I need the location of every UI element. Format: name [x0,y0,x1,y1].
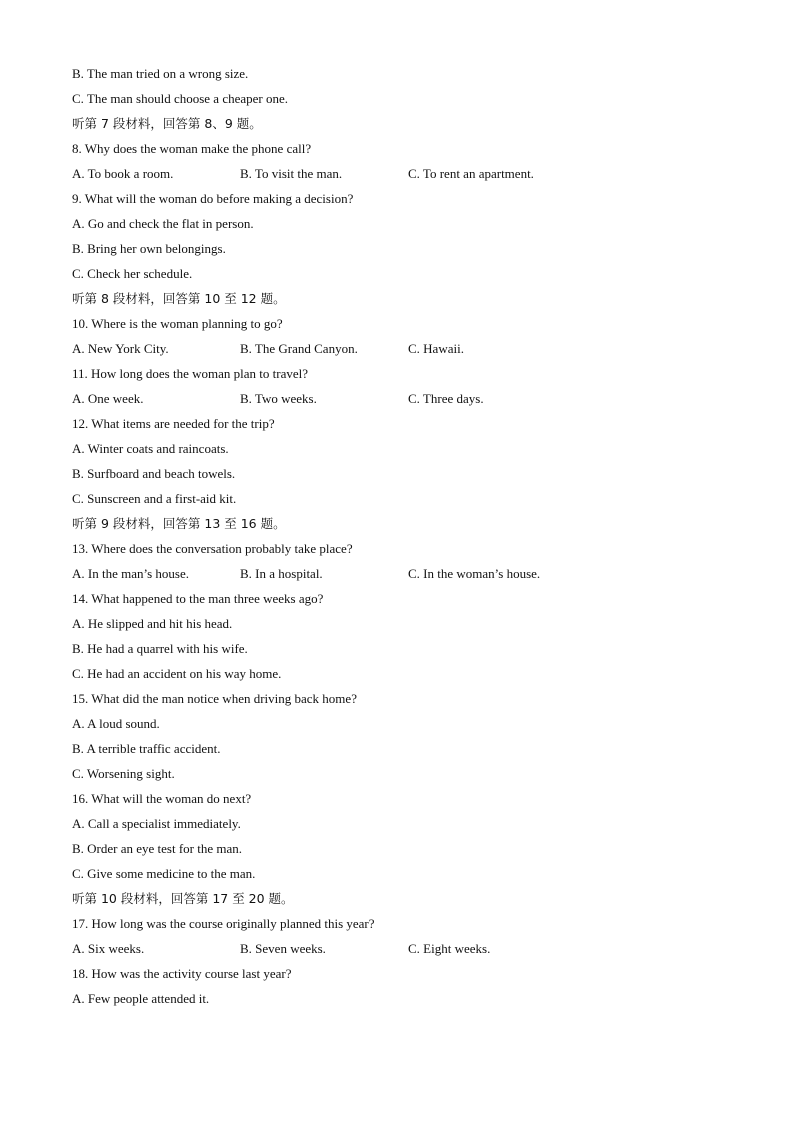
option-item: B. Seven weeks. [240,941,326,956]
option-item: C. Eight weeks. [408,941,491,956]
question-line: A. Go and check the flat in person. [72,216,254,231]
option-item: B. The Grand Canyon. [240,341,358,356]
question-line: 15. What did the man notice when driving back home? [72,691,357,706]
option-item: A. New York City. [72,341,169,356]
section-instruction: 听第 10 段材料，回答第 17 至 20 题。 [72,891,294,906]
options-row [72,336,752,361]
question-line: C. Give some medicine to the man. [72,866,256,881]
option-item: C. Three days. [408,391,484,406]
option-item: B. Two weeks. [240,391,317,406]
question-line: 8. Why does the woman make the phone call? [72,141,312,156]
question-line: 10. Where is the woman planning to go? [72,316,283,331]
question-line: A. Call a specialist immediately. [72,816,241,831]
question-line: B. He had a quarrel with his wife. [72,641,248,656]
question-line: 18. How was the activity course last year? [72,966,292,981]
question-line: C. Worsening sight. [72,766,175,781]
question-line: C. The man should choose a cheaper one. [72,91,288,106]
question-line: C. He had an accident on his way home. [72,666,282,681]
question-line: 9. What will the woman do before making a decision? [72,191,354,206]
document-page [72,61,752,1011]
question-line: B. A terrible traffic accident. [72,741,221,756]
option-item: C. To rent an apartment. [408,166,534,181]
options-row [72,936,752,961]
question-line: A. Few people attended it. [72,991,210,1006]
option-item: A. One week. [72,391,144,406]
question-line: B. Order an eye test for the man. [72,841,243,856]
option-item: C. Hawaii. [408,341,464,356]
options-row [72,161,752,186]
question-line: 13. Where does the conversation probably take place? [72,541,353,556]
option-item: A. To book a room. [72,166,174,181]
question-line: 16. What will the woman do next? [72,791,252,806]
option-item: A. In the man’s house. [72,566,189,581]
question-line: A. He slipped and hit his head. [72,616,233,631]
question-line: A. A loud sound. [72,716,160,731]
question-line: A. Winter coats and raincoats. [72,441,229,456]
question-line: 17. How long was the course originally planned this year? [72,916,375,931]
section-instruction: 听第 7 段材料，回答第 8、9 题。 [72,116,262,131]
question-line: 14. What happened to the man three weeks ago? [72,591,324,606]
question-line: B. Bring her own belongings. [72,241,226,256]
section-instruction: 听第 8 段材料，回答第 10 至 12 题。 [72,291,286,306]
option-item: C. In the woman’s house. [408,566,541,581]
section-instruction: 听第 9 段材料，回答第 13 至 16 题。 [72,516,286,531]
option-item: A. Six weeks. [72,941,145,956]
option-item: B. In a hospital. [240,566,323,581]
options-row [72,561,752,586]
question-line: B. Surfboard and beach towels. [72,466,236,481]
question-line: B. The man tried on a wrong size. [72,66,249,81]
question-line: 12. What items are needed for the trip? [72,416,275,431]
options-row [72,386,752,411]
question-line: C. Sunscreen and a first-aid kit. [72,491,237,506]
question-line: 11. How long does the woman plan to travel? [72,366,308,381]
option-item: B. To visit the man. [240,166,343,181]
question-line: C. Check her schedule. [72,266,193,281]
